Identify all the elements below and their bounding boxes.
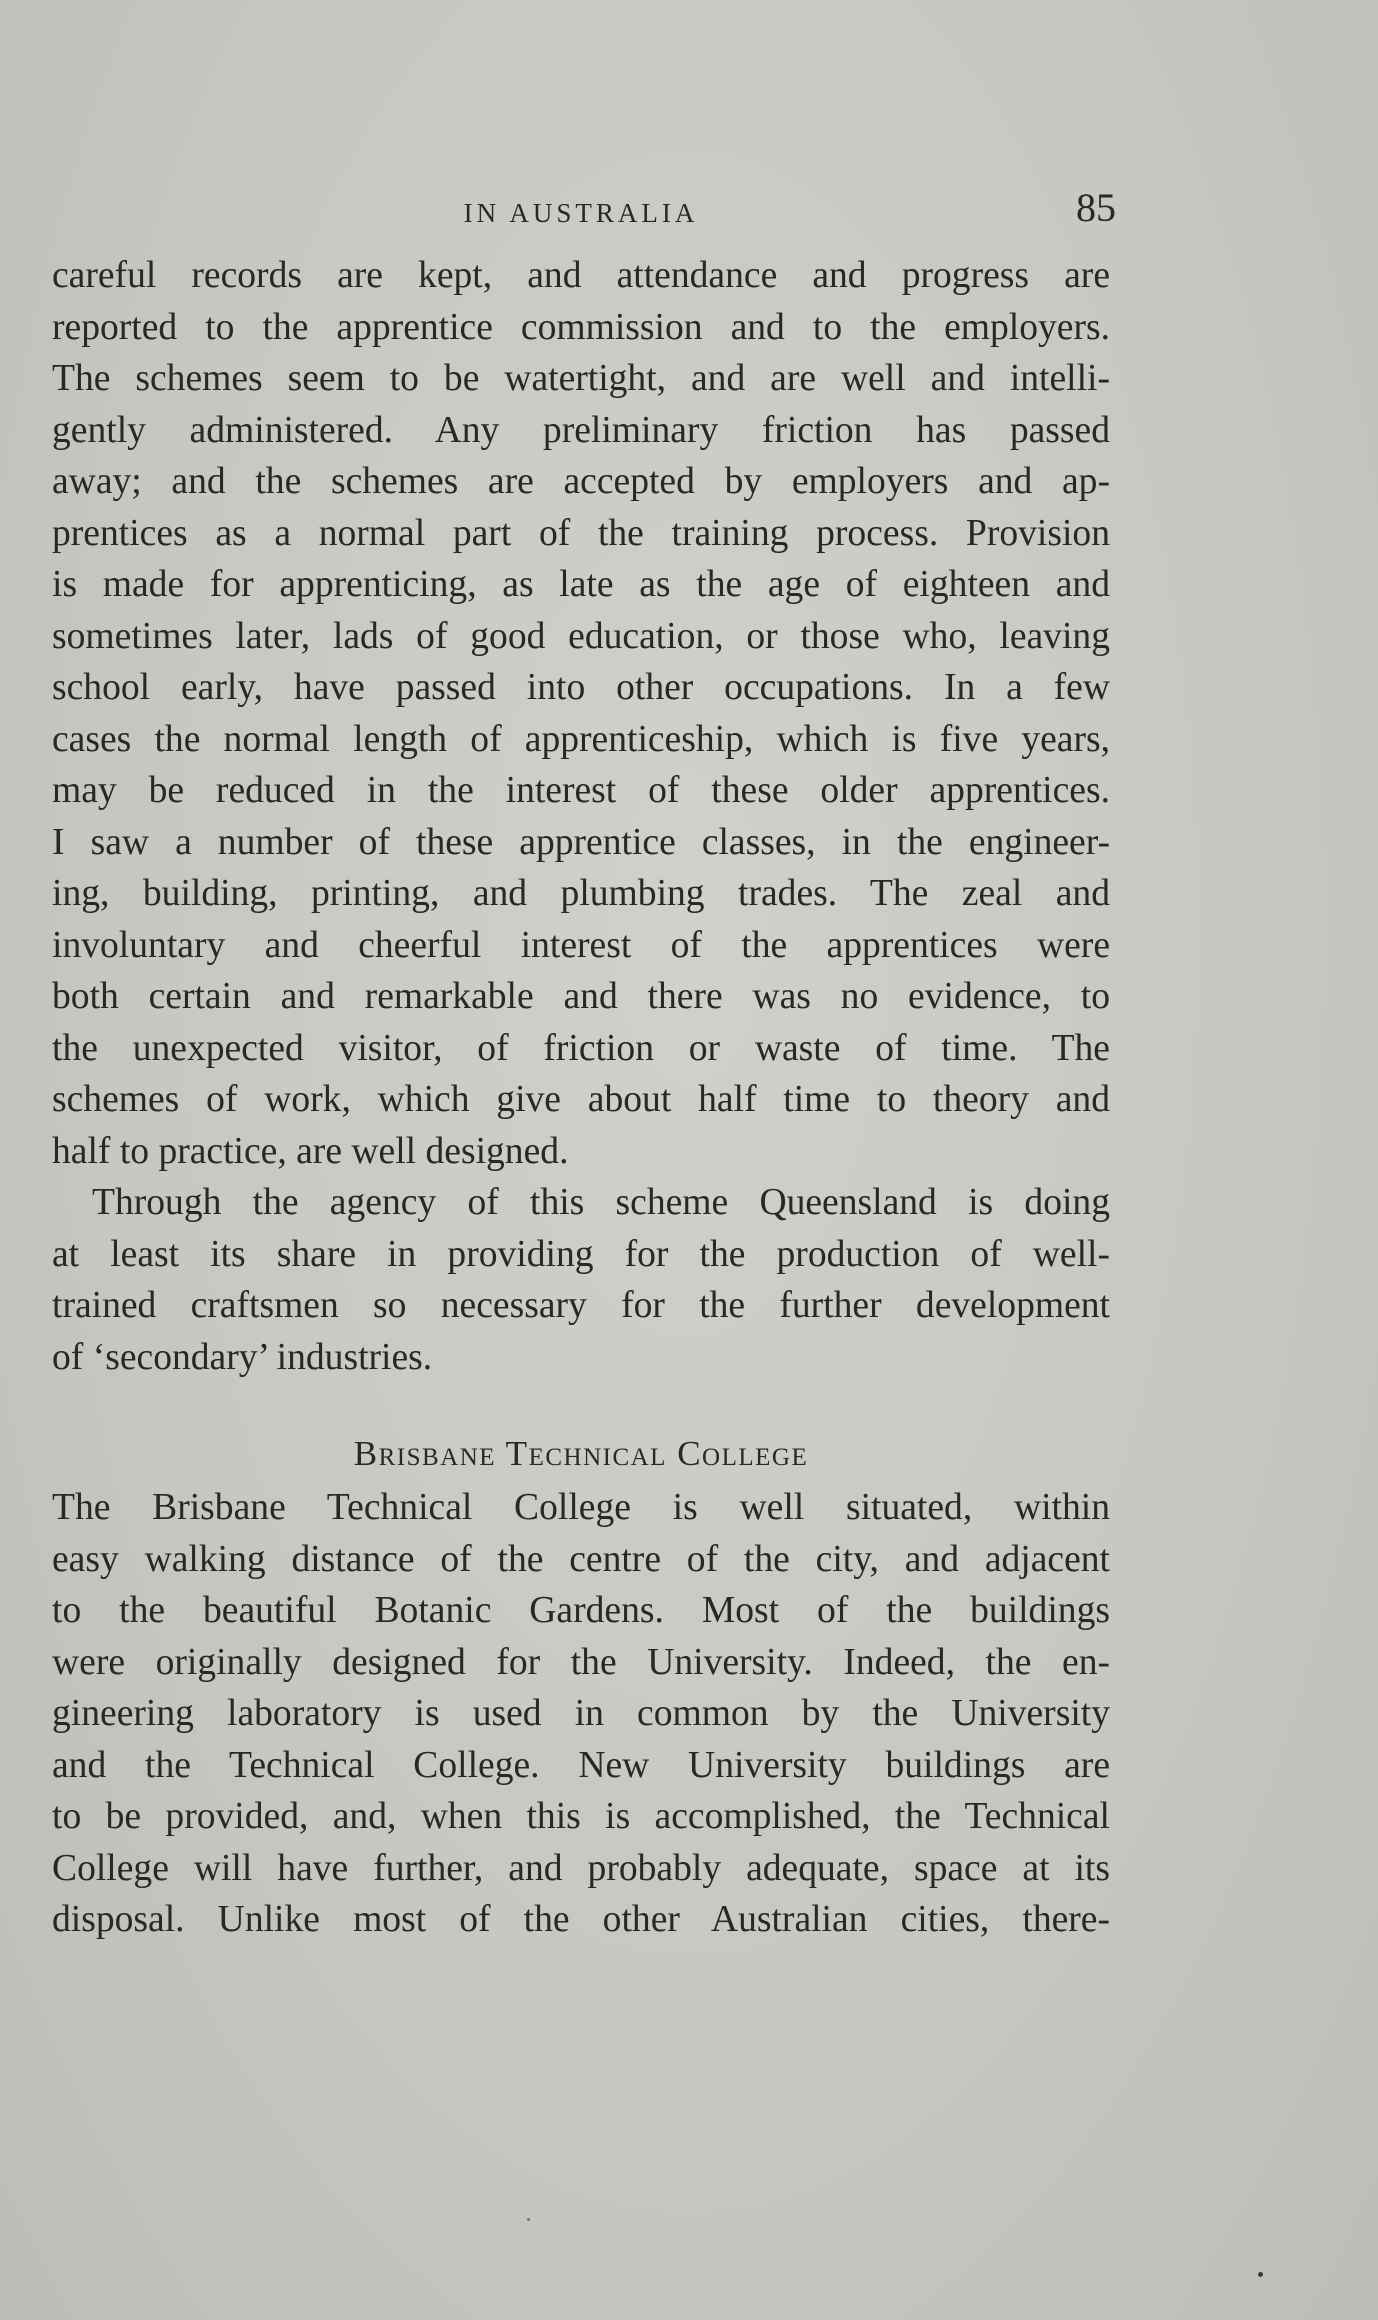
text-line: at least its share in providing for the production of well- — [52, 1233, 1110, 1275]
text-line: and the Technical College. New University buildings are — [52, 1744, 1110, 1786]
paragraph-3 — [52, 1482, 1110, 1946]
text-line: gently administered. Any preliminary friction has passed — [52, 409, 1110, 451]
text-line: careful records are kept, and attendance and progress are — [52, 255, 1110, 296]
running-title: IN AUSTRALIA — [463, 198, 699, 228]
paper-speck — [527, 2218, 530, 2221]
paper-speck — [1258, 2272, 1263, 2277]
text-line: reported to the apprentice commission and to the employers. — [52, 306, 1110, 348]
text-line: Through the agency of this scheme Queensland is doing — [92, 1182, 1110, 1223]
page-number: 85 — [1076, 185, 1116, 230]
text-line: prentices as a normal part of the training process. Provision — [52, 512, 1110, 554]
text-line: The schemes seem to be watertight, and are well and intelli- — [52, 358, 1110, 399]
body-text — [52, 250, 1110, 1946]
text-line: ing, building, printing, and plumbing trades. The zeal and — [52, 873, 1110, 914]
text-line: trained craftsmen so necessary for the further development — [52, 1285, 1110, 1326]
book-page — [52, 180, 1116, 1946]
text-line: school early, have passed into other occupations. In a few — [52, 667, 1110, 708]
text-line: I saw a number of these apprentice classes, in the engineer- — [52, 821, 1110, 863]
section-heading: Brisbane Technical College — [353, 1434, 809, 1473]
paragraph-2 — [52, 1177, 1110, 1383]
text-line: half to practice, are well designed. — [52, 1130, 569, 1172]
text-line: is made for apprenticing, as late as the age of eighteen and — [52, 564, 1110, 605]
text-line: College will have further, and probably adequate, space at its — [52, 1847, 1110, 1889]
text-line: may be reduced in the interest of these older apprentices. — [52, 770, 1110, 811]
text-line: to be provided, and, when this is accomplished, the Technical — [52, 1796, 1110, 1837]
text-line: gineering laboratory is used in common by the University — [52, 1693, 1110, 1734]
text-line: the unexpected visitor, of friction or waste of time. The — [52, 1027, 1110, 1069]
text-line: were originally designed for the University. Indeed, the en- — [52, 1641, 1110, 1683]
text-line: disposal. Unlike most of the other Australian cities, there- — [52, 1899, 1110, 1940]
text-line: sometimes later, lads of good education, or those who, leaving — [52, 615, 1110, 657]
text-line: involuntary and cheerful interest of the apprentices were — [52, 924, 1110, 966]
text-line: both certain and remarkable and there was no evidence, to — [52, 976, 1110, 1017]
running-head — [52, 180, 1116, 250]
text-line: of ‘secondary’ industries. — [52, 1336, 433, 1378]
text-line: The Brisbane Technical College is well situated, within — [52, 1487, 1110, 1528]
text-line: cases the normal length of apprenticeship, which is five years, — [52, 718, 1110, 760]
text-line: schemes of work, which give about half time to theory and — [52, 1079, 1110, 1120]
text-line: to the beautiful Botanic Gardens. Most of the buildings — [52, 1590, 1110, 1631]
paragraph-1 — [52, 250, 1110, 1177]
text-line: away; and the schemes are accepted by employers and ap- — [52, 461, 1110, 502]
text-line: easy walking distance of the centre of the city, and adjacent — [52, 1538, 1110, 1580]
